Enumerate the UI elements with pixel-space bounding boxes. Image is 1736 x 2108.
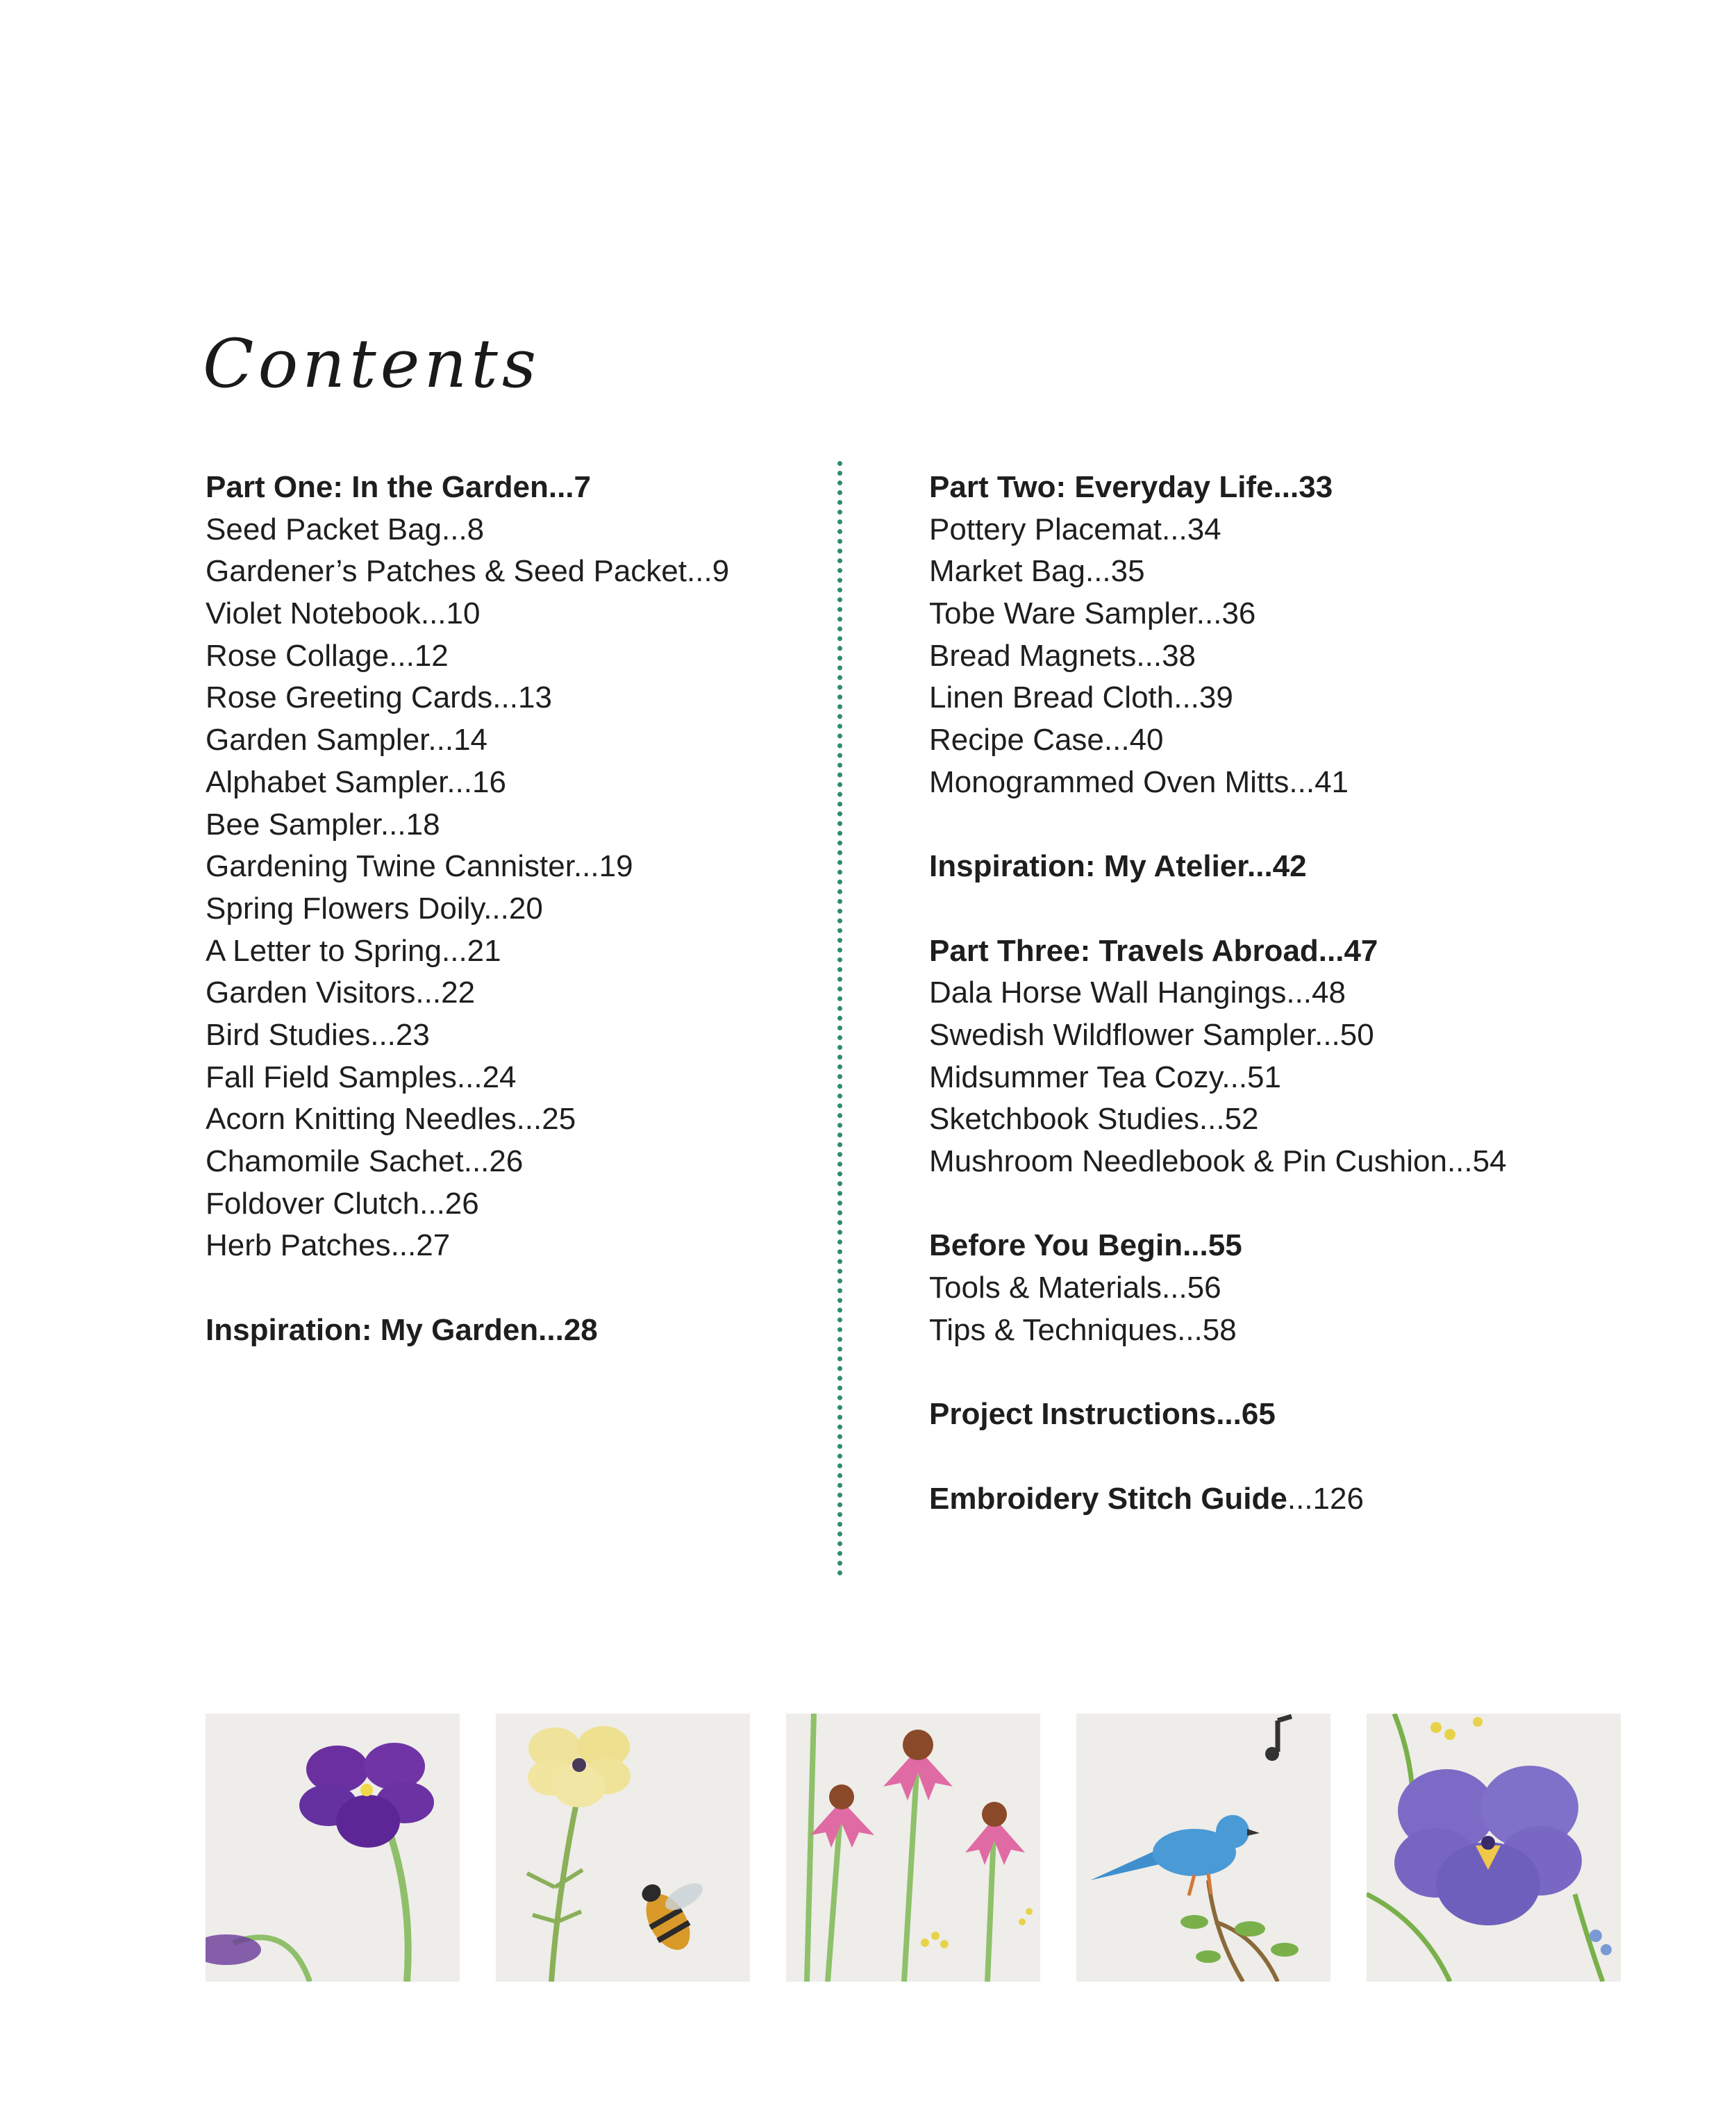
toc-entry-text: Gardening Twine Cannister...19 <box>206 849 633 884</box>
toc-entry-text: Garden Visitors...22 <box>206 976 476 1010</box>
toc-entry-text: Garden Sampler...14 <box>206 723 488 758</box>
toc-entry-a-letter-to-spring-21 <box>206 930 803 973</box>
toc-entry-text: Midsummer Tea Cozy...51 <box>929 1060 1281 1094</box>
toc-spacer <box>929 804 1554 846</box>
toc-entry-text: Tobe Ware Sampler...36 <box>929 596 1256 631</box>
toc-column-left <box>206 467 803 1351</box>
toc-entry-text: Tips & Techniques...58 <box>929 1312 1237 1347</box>
toc-entry-text: Before You Begin...55 <box>929 1228 1242 1263</box>
toc-entry-text: Chamomile Sachet...26 <box>206 1144 524 1178</box>
toc-column-right <box>929 467 1554 1520</box>
purple-pansy-photo <box>1367 1714 1621 1982</box>
coneflower-illustration <box>786 1714 1040 1982</box>
toc-entry-garden-visitors-22 <box>206 972 803 1014</box>
dotted-divider <box>837 461 842 1576</box>
violet-illustration <box>206 1714 460 1982</box>
toc-heading-embroidery-stitch-guide <box>929 1478 1554 1521</box>
toc-entry-text: Foldover Clutch...26 <box>206 1186 479 1221</box>
toc-entry-foldover-clutch-26 <box>206 1183 803 1226</box>
violet-photo <box>206 1714 460 1982</box>
toc-entry-text: Herb Patches...27 <box>206 1228 451 1263</box>
toc-entry-chamomile-sachet-26 <box>206 1141 803 1183</box>
purple-pansy-illustration <box>1367 1714 1621 1982</box>
toc-entry-garden-sampler-14 <box>206 719 803 762</box>
toc-entry-text: Part One: In the Garden...7 <box>206 470 592 504</box>
toc-entry-text: Part Two: Everyday Life...33 <box>929 470 1333 504</box>
toc-entry-text: Tools & Materials...56 <box>929 1271 1221 1305</box>
toc-heading-part-three-travels-abroad-47 <box>929 930 1554 973</box>
toc-entry-gardener-s-patches-seed-packet-9 <box>206 551 803 593</box>
toc-entry-swedish-wildflower-sampler-50 <box>929 1014 1554 1057</box>
toc-entry-page: ...126 <box>1287 1481 1364 1516</box>
toc-entry-text: Gardener’s Patches & Seed Packet...9 <box>206 554 730 589</box>
toc-heading-inspiration-my-garden-28 <box>206 1310 803 1352</box>
toc-entry-text: Linen Bread Cloth...39 <box>929 680 1233 715</box>
toc-entry-mushroom-needlebook-pin-cushion-54 <box>929 1141 1554 1183</box>
toc-entry-monogrammed-oven-mitts-41 <box>929 762 1554 804</box>
toc-entry-text: Sketchbook Studies...52 <box>929 1102 1259 1137</box>
toc-spacer <box>206 1267 803 1310</box>
toc-entry-tobe-ware-sampler-36 <box>929 593 1554 635</box>
photo-strip <box>206 1714 1622 1982</box>
toc-entry-text: Recipe Case...40 <box>929 723 1164 758</box>
toc-heading-part-two-everyday-life-33 <box>929 467 1554 509</box>
pansy-bee-illustration <box>496 1714 750 1982</box>
toc-entry-bread-magnets-38 <box>929 635 1554 678</box>
toc-entry-text: Dala Horse Wall Hangings...48 <box>929 976 1346 1010</box>
toc-entry-spring-flowers-doily-20 <box>206 888 803 930</box>
toc-entry-fall-field-samples-24 <box>206 1057 803 1099</box>
toc-entry-tools-materials-56 <box>929 1267 1554 1310</box>
toc-entry-alphabet-sampler-16 <box>206 762 803 804</box>
toc-entry-text: Pottery Placemat...34 <box>929 512 1221 546</box>
toc-entry-rose-collage-12 <box>206 635 803 678</box>
toc-heading-project-instructions-65 <box>929 1394 1554 1436</box>
toc-spacer <box>929 1436 1554 1478</box>
toc-heading-inspiration-my-atelier-42 <box>929 846 1554 888</box>
toc-entry-text: Bread Magnets...38 <box>929 638 1196 673</box>
bluebird-photo <box>1076 1714 1330 1982</box>
pansy-and-bee-photo <box>496 1714 750 1982</box>
toc-entry-text: Alphabet Sampler...16 <box>206 764 506 799</box>
toc-entry-text: Fall Field Samples...24 <box>206 1060 517 1094</box>
toc-entry-text: Market Bag...35 <box>929 554 1145 589</box>
toc-entry-sketchbook-studies-52 <box>929 1098 1554 1141</box>
toc-entry-text: Part Three: Travels Abroad...47 <box>929 933 1378 968</box>
toc-entry-acorn-knitting-needles-25 <box>206 1098 803 1141</box>
toc-entry-text: Rose Collage...12 <box>206 638 449 673</box>
toc-spacer <box>929 1183 1554 1226</box>
bluebird-illustration <box>1076 1714 1330 1982</box>
toc-entry-text: Bird Studies...23 <box>206 1017 430 1052</box>
toc-entry-rose-greeting-cards-13 <box>206 677 803 719</box>
toc-entry-text: Inspiration: My Atelier...42 <box>929 849 1307 884</box>
toc-entry-bee-sampler-18 <box>206 804 803 846</box>
toc-entry-text: Acorn Knitting Needles...25 <box>206 1102 576 1137</box>
toc-entry-text: Project Instructions...65 <box>929 1397 1276 1432</box>
coneflowers-photo <box>786 1714 1040 1982</box>
toc-entry-bird-studies-23 <box>206 1014 803 1057</box>
page-title: Contents <box>203 325 541 403</box>
toc-entry-recipe-case-40 <box>929 719 1554 762</box>
toc-entry-text: Spring Flowers Doily...20 <box>206 891 543 926</box>
toc-heading-part-one-in-the-garden-7 <box>206 467 803 509</box>
toc-entry-violet-notebook-10 <box>206 593 803 635</box>
toc-entry-seed-packet-bag-8 <box>206 509 803 551</box>
toc-entry-tips-techniques-58 <box>929 1310 1554 1352</box>
toc-entry-text: Monogrammed Oven Mitts...41 <box>929 764 1349 799</box>
toc-entry-text: Inspiration: My Garden...28 <box>206 1312 598 1347</box>
toc-entry-dala-horse-wall-hangings-48 <box>929 972 1554 1014</box>
toc-entry-market-bag-35 <box>929 551 1554 593</box>
toc-entry-text: Mushroom Needlebook & Pin Cushion...54 <box>929 1144 1507 1178</box>
toc-entry-text: Bee Sampler...18 <box>206 807 440 842</box>
toc-entry-linen-bread-cloth-39 <box>929 677 1554 719</box>
toc-entry-text: Seed Packet Bag...8 <box>206 512 485 546</box>
toc-heading-before-you-begin-55 <box>929 1225 1554 1267</box>
toc-entry-text: A Letter to Spring...21 <box>206 933 501 968</box>
toc-entry-midsummer-tea-cozy-51 <box>929 1057 1554 1099</box>
toc-entry-gardening-twine-cannister-19 <box>206 846 803 888</box>
toc-spacer <box>929 888 1554 930</box>
toc-entry-text: Rose Greeting Cards...13 <box>206 680 552 715</box>
toc-entry-pottery-placemat-34 <box>929 509 1554 551</box>
toc-entry-text: Embroidery Stitch Guide <box>929 1481 1287 1516</box>
toc-spacer <box>929 1351 1554 1394</box>
toc-entry-text: Swedish Wildflower Sampler...50 <box>929 1017 1374 1052</box>
toc-entry-herb-patches-27 <box>206 1225 803 1267</box>
toc-entry-text: Violet Notebook...10 <box>206 596 481 631</box>
